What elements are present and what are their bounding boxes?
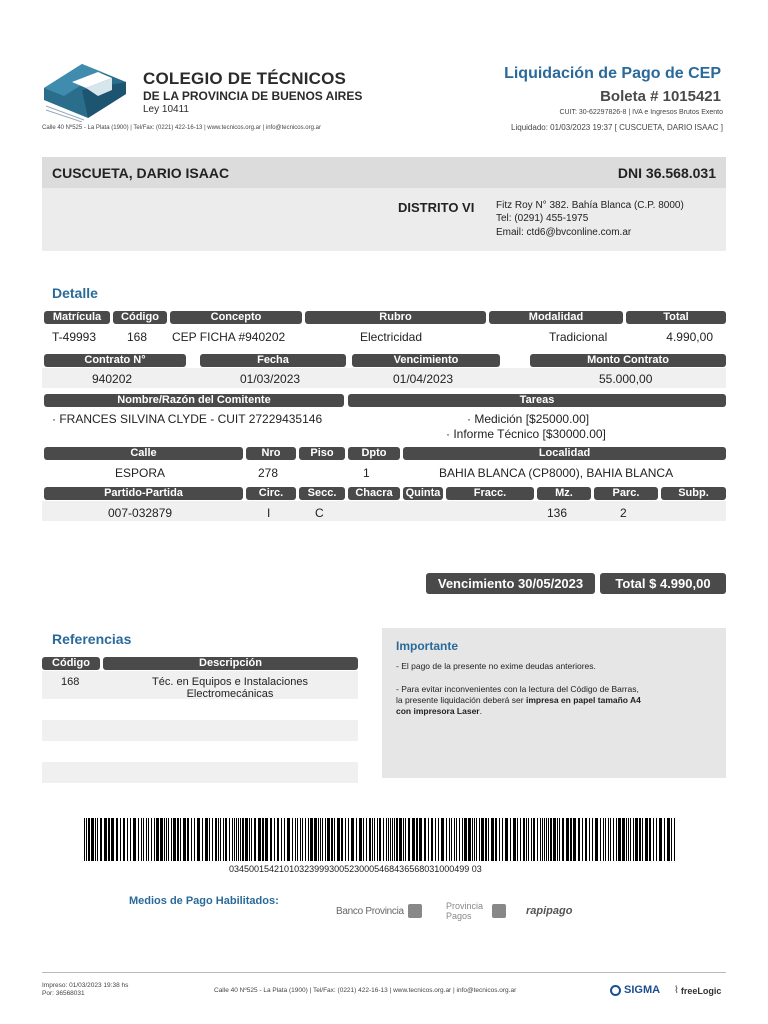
barcode-bar — [600, 818, 601, 861]
distrito-label: DISTRITO VI — [398, 200, 475, 215]
barcode-bar — [123, 818, 125, 861]
footer-address: Calle 40 Nº525 - La Plata (1900) | Tel/Fax: (0221) 422-16-13 | www.tecnicos.org.ar | info@tecnicos.org.ar — [214, 987, 517, 994]
importante-line1: - El pago de la presente no exime deudas anteriores. — [396, 661, 596, 671]
col-header-codigo: Código — [113, 311, 167, 324]
col-header-tareas: Tareas — [348, 394, 726, 407]
value-mz: 136 — [547, 506, 568, 520]
col-header-total: Total — [626, 311, 726, 324]
ref-row-shade-2 — [42, 720, 358, 741]
cuit-info: CUIT: 30-62297826-8 | IVA e Ingresos Brutos Exento — [559, 109, 723, 116]
footer-freelogic — [674, 985, 721, 996]
barcode-bar — [292, 818, 293, 861]
barcode-graphic — [84, 818, 677, 861]
barcode-bar — [628, 818, 629, 861]
barcode-bar — [472, 818, 473, 861]
barcode-bar — [424, 818, 426, 861]
barcode-bar — [491, 818, 494, 861]
col-header-mz: Mz. — [537, 487, 591, 500]
value-parc: 2 — [620, 506, 627, 520]
barcode-bar — [240, 818, 241, 861]
barcode-bar — [656, 818, 657, 861]
barcode-bar — [667, 818, 670, 861]
distrito-email: Email: ctd6@bvconline.com.ar — [496, 227, 632, 238]
value-vencimiento: 01/04/2023 — [393, 372, 454, 386]
barcode-bar — [659, 818, 662, 861]
barcode-bar — [566, 818, 569, 861]
barcode-bar — [394, 818, 395, 861]
barcode-bar — [236, 818, 237, 861]
referencias-title: Referencias — [52, 631, 132, 647]
org-name-line2: DE LA PROVINCIA DE BUENOS AIRES — [143, 89, 363, 103]
barcode-bar — [544, 818, 545, 861]
barcode-bar — [419, 818, 422, 861]
barcode-bar — [234, 818, 235, 861]
value-calle: ESPORA — [115, 466, 166, 480]
barcode-bar — [399, 818, 402, 861]
barcode-bar — [251, 818, 252, 861]
barcode-bar — [459, 818, 460, 861]
barcode-bar — [403, 818, 404, 861]
barcode-bar — [622, 818, 625, 861]
barcode-bar — [635, 818, 638, 861]
org-logo-icon — [42, 60, 128, 122]
barcode-bar — [557, 818, 558, 861]
detalle-title: Detalle — [52, 285, 98, 301]
barcode-bar — [171, 818, 172, 861]
org-name-line1: COLEGIO DE TÉCNICOS — [143, 69, 347, 88]
barcode-bar — [249, 818, 250, 861]
value-partido: 007-032879 — [108, 506, 173, 520]
barcode-bar — [337, 818, 340, 861]
barcode-bar — [173, 818, 176, 861]
barcode-bar — [143, 818, 144, 861]
footer-impreso: Impreso: 01/03/2023 19:38 hs — [42, 982, 129, 989]
barcode-bar — [223, 818, 224, 861]
barcode-bar — [95, 818, 96, 861]
total-badge: Total $ 4.990,00 — [600, 573, 726, 594]
barcode-bar — [526, 818, 527, 861]
barcode-bar — [613, 818, 614, 861]
importante-line2b-text: la presente liquidación deberá ser — [396, 695, 526, 705]
col-header-vencimiento: Vencimiento — [352, 354, 500, 367]
freelogic-label: freeLogic — [680, 985, 722, 996]
ref-value-descripcion: Téc. en Equipos e Instalaciones Electromecánicas — [152, 676, 308, 700]
barcode-bar — [327, 818, 330, 861]
barcode-bar — [302, 818, 303, 861]
col-header-fracc: Fracc. — [446, 487, 534, 500]
barcode-bar — [610, 818, 611, 861]
value-modalidad: Tradicional — [549, 330, 608, 344]
barcode-bar — [438, 818, 439, 861]
barcode-bar — [164, 818, 165, 861]
barcode-bar — [608, 818, 609, 861]
barcode-bar — [369, 818, 371, 861]
barcode-bar — [405, 818, 406, 861]
col-header-nro: Nro — [246, 447, 296, 460]
barcode-bar — [533, 818, 535, 861]
barcode-bar — [191, 818, 192, 861]
col-header-fecha: Fecha — [200, 354, 346, 367]
barcode-bar — [562, 818, 564, 861]
barcode-bar — [141, 818, 142, 861]
barcode-bar — [649, 818, 651, 861]
barcode-bar — [305, 818, 306, 861]
barcode-bar — [633, 818, 634, 861]
barcode-bar — [245, 818, 248, 861]
barcode-bar — [435, 818, 436, 861]
barcode-bar — [570, 818, 572, 861]
barcode — [84, 818, 677, 861]
barcode-bar — [168, 818, 169, 861]
ref-header-codigo: Código — [42, 657, 100, 670]
col-header-localidad: Localidad — [403, 447, 726, 460]
barcode-bar — [187, 818, 189, 861]
barcode-bar — [603, 818, 604, 861]
value-circ: I — [267, 506, 271, 520]
liquidado-info: Liquidado: 01/03/2023 19:37 [ CUSCUETA, DARIO ISAAC ] — [511, 123, 723, 132]
barcode-bar — [379, 818, 381, 861]
barcode-bar — [630, 818, 631, 861]
barcode-bar — [408, 818, 410, 861]
barcode-bar — [274, 818, 275, 861]
barcode-bar — [254, 818, 256, 861]
barcode-bar — [502, 818, 503, 861]
col-header-comitente: Nombre/Razón del Comitente — [44, 394, 344, 407]
barcode-bar — [510, 818, 511, 861]
boleta-number: Boleta # 1015421 — [600, 88, 721, 105]
barcode-bar — [626, 818, 627, 861]
payment-label: Medios de Pago Habilitados: — [129, 895, 279, 907]
banco-provincia-icon — [408, 904, 422, 918]
payment-banco-provincia — [336, 904, 422, 918]
barcode-bar — [97, 818, 98, 861]
barcode-bar — [639, 818, 641, 861]
barcode-bar — [215, 818, 217, 861]
barcode-bar — [462, 818, 463, 861]
barcode-bar — [148, 818, 149, 861]
importante-line2b-bold: impresa en papel tamaño A4 — [525, 695, 641, 705]
barcode-bar — [578, 818, 580, 861]
col-header-chacra: Chacra — [348, 487, 400, 500]
barcode-bar — [88, 818, 90, 861]
barcode-bar — [464, 818, 467, 861]
value-contrato: 940202 — [92, 372, 133, 386]
barcode-bar — [160, 818, 163, 861]
barcode-bar — [441, 818, 444, 861]
col-header-calle: Calle — [44, 447, 243, 460]
barcode-bar — [84, 818, 85, 861]
barcode-bar — [553, 818, 556, 861]
barcode-bar — [618, 818, 621, 861]
value-localidad: BAHIA BLANCA (CP8000), BAHIA BLANCA — [439, 466, 674, 480]
barcode-bar — [238, 818, 239, 861]
col-header-piso: Piso — [299, 447, 345, 460]
barcode-bar — [674, 818, 675, 861]
value-fecha: 01/03/2023 — [240, 372, 301, 386]
barcode-bar — [416, 818, 418, 861]
barcode-bar — [177, 818, 179, 861]
barcode-bar — [481, 818, 484, 861]
importante-title: Importante — [396, 639, 459, 653]
barcode-bar — [377, 818, 378, 861]
barcode-bar — [265, 818, 268, 861]
barcode-bar — [345, 818, 346, 861]
barcode-bar — [205, 818, 208, 861]
barcode-bar — [100, 818, 102, 861]
barcode-bar — [308, 818, 309, 861]
vencimiento-badge: Vencimiento 30/05/2023 — [426, 573, 595, 594]
barcode-bar — [156, 818, 159, 861]
org-law: Ley 10411 — [143, 104, 189, 115]
value-rubro: Electricidad — [360, 330, 423, 344]
barcode-bar — [180, 818, 181, 861]
barcode-bar — [356, 818, 357, 861]
distrito-tel: Tel: (0291) 455-1975 — [496, 213, 589, 224]
importante-line2c — [396, 706, 482, 716]
barcode-bar — [388, 818, 389, 861]
col-header-rubro: Rubro — [305, 311, 486, 324]
barcode-bar — [300, 818, 301, 861]
barcode-bar — [592, 818, 593, 861]
col-header-circ: Circ. — [246, 487, 296, 500]
barcode-bar — [310, 818, 313, 861]
barcode-bar — [86, 818, 87, 861]
value-tarea-2: · Informe Técnico [$30000.00] — [446, 427, 606, 441]
barcode-bar — [548, 818, 549, 861]
importante-line2b — [396, 695, 641, 705]
barcode-bar — [120, 818, 121, 861]
barcode-bar — [183, 818, 186, 861]
barcode-bar — [284, 818, 285, 861]
org-address: Calle 40 Nº525 - La Plata (1900) | Tel/Fax: (0221) 422-16-13 | www.tecnicos.org.ar | info@tecnicos.org.ar — [42, 125, 321, 131]
barcode-bar — [363, 818, 364, 861]
barcode-bar — [146, 818, 147, 861]
barcode-bar — [127, 818, 128, 861]
payment-provincia-pagos — [446, 901, 506, 921]
barcode-bar — [386, 818, 387, 861]
col-header-dpto: Dpto — [348, 447, 400, 460]
barcode-bar — [318, 818, 319, 861]
barcode-bar — [531, 818, 532, 861]
barcode-bar — [585, 818, 587, 861]
barcode-bar — [479, 818, 480, 861]
barcode-bar — [616, 818, 617, 861]
barcode-bar — [582, 818, 583, 861]
barcode-bar — [220, 818, 221, 861]
value-dpto: 1 — [363, 466, 370, 480]
barcode-bar — [454, 818, 455, 861]
col-header-quinta: Quinta — [403, 487, 443, 500]
value-codigo: 168 — [127, 330, 148, 344]
barcode-bar — [320, 818, 321, 861]
barcode-bar — [277, 818, 279, 861]
footer-por: Por: 36568031 — [42, 990, 85, 997]
barcode-bar — [528, 818, 529, 861]
barcode-bar — [671, 818, 672, 861]
barcode-bar — [485, 818, 487, 861]
barcode-bar — [474, 818, 475, 861]
doc-title: Liquidación de Pago de CEP — [504, 65, 721, 82]
freelogic-icon: ⌇ — [674, 985, 679, 996]
value-total: 4.990,00 — [666, 330, 713, 344]
importante-line2c-bold: con impresora Laser — [396, 706, 480, 716]
barcode-bar — [595, 818, 598, 861]
ref-row-shade-3 — [42, 762, 358, 783]
barcode-bar — [341, 818, 343, 861]
col-header-contrato: Contrato N° — [44, 354, 186, 367]
barcode-bar — [550, 818, 552, 861]
barcode-bar — [202, 818, 203, 861]
barcode-bar — [372, 818, 373, 861]
barcode-bar — [451, 818, 452, 861]
footer-divider — [42, 972, 726, 973]
barcode-bar — [242, 818, 244, 861]
barcode-bar — [325, 818, 326, 861]
barcode-bar — [446, 818, 447, 861]
sigma-label: SIGMA — [624, 984, 661, 996]
barcode-bar — [104, 818, 107, 861]
value-tarea-1: · Medición [$25000.00] — [467, 412, 590, 426]
barcode-bar — [396, 818, 398, 861]
barcode-bar — [495, 818, 497, 861]
barcode-bar — [642, 818, 643, 861]
barcode-bar — [383, 818, 384, 861]
barcode-bar — [166, 818, 167, 861]
barcode-bar — [297, 818, 298, 861]
barcode-bar — [262, 818, 264, 861]
barcode-bar — [151, 818, 152, 861]
person-dni: DNI 36.568.031 — [617, 165, 716, 181]
barcode-bar — [366, 818, 367, 861]
barcode-bar — [520, 818, 521, 861]
barcode-bar — [499, 818, 500, 861]
barcode-bar — [218, 818, 219, 861]
barcode-bar — [374, 818, 375, 861]
barcode-bar — [331, 818, 333, 861]
barcode-bar — [209, 818, 210, 861]
barcode-bar — [116, 818, 118, 861]
barcode-bar — [322, 818, 323, 861]
barcode-bar — [359, 818, 362, 861]
barcode-bar — [91, 818, 94, 861]
importante-line2c-end: . — [479, 706, 482, 716]
value-monto-contrato: 55.000,00 — [599, 372, 653, 386]
provincia-pagos-icon — [492, 904, 506, 918]
barcode-bar — [130, 818, 131, 861]
barcode-bar — [351, 818, 354, 861]
value-matricula: T-49993 — [52, 330, 97, 344]
barcode-bar — [589, 818, 590, 861]
barcode-bar — [108, 818, 110, 861]
footer-sigma — [610, 984, 660, 996]
value-nro: 278 — [258, 466, 279, 480]
barcode-bar — [197, 818, 200, 861]
barcode-bar — [653, 818, 654, 861]
barcode-bar — [232, 818, 233, 861]
barcode-bar — [546, 818, 547, 861]
barcode-bar — [540, 818, 541, 861]
barcode-bar — [154, 818, 155, 861]
col-header-monto-contrato: Monto Contrato — [530, 354, 726, 367]
importante-line2a: - Para evitar inconvenientes con la lectura del Código de Barras, — [396, 684, 639, 694]
barcode-bar — [111, 818, 114, 861]
barcode-bar — [605, 818, 606, 861]
org-logo — [42, 60, 128, 122]
barcode-bar — [348, 818, 349, 861]
barcode-bar — [449, 818, 450, 861]
barcode-number: 034500154210103239993005230005468436568031000499 03 — [229, 864, 482, 874]
barcode-bar — [559, 818, 560, 861]
barcode-bar — [664, 818, 665, 861]
barcode-bar — [517, 818, 518, 861]
col-header-modalidad: Modalidad — [489, 311, 623, 324]
barcode-bar — [412, 818, 415, 861]
barcode-bar — [523, 818, 525, 861]
sigma-icon — [610, 985, 621, 996]
barcode-bar — [476, 818, 477, 861]
barcode-bar — [537, 818, 538, 861]
col-header-concepto: Concepto — [170, 311, 302, 324]
barcode-bar — [334, 818, 335, 861]
barcode-bar — [138, 818, 139, 861]
barcode-bar — [225, 818, 227, 861]
col-header-parc: Parc. — [594, 487, 658, 500]
barcode-bar — [270, 818, 272, 861]
distrito-address: Fitz Roy N° 382. Bahía Blanca (C.P. 8000) — [496, 200, 684, 211]
barcode-bar — [513, 818, 516, 861]
barcode-bar — [468, 818, 471, 861]
barcode-bar — [645, 818, 648, 861]
barcode-bar — [281, 818, 282, 861]
payment-rapipago: rapipago — [526, 905, 573, 917]
barcode-bar — [488, 818, 489, 861]
barcode-bar — [258, 818, 261, 861]
person-name: CUSCUETA, DARIO ISAAC — [52, 165, 230, 181]
ref-header-descripcion: Descripción — [103, 657, 358, 670]
col-header-matricula: Matrícula — [44, 311, 110, 324]
col-header-secc: Secc. — [299, 487, 345, 500]
barcode-bar — [392, 818, 393, 861]
barcode-bar — [542, 818, 543, 861]
barcode-bar — [229, 818, 230, 861]
value-concepto: CEP FICHA #940202 — [172, 330, 286, 344]
barcode-bar — [295, 818, 296, 861]
barcode-bar — [456, 818, 457, 861]
barcode-bar — [431, 818, 433, 861]
value-comitente: · FRANCES SILVINA CLYDE - CUIT 27229435146 — [52, 412, 323, 426]
col-header-partido: Partido-Partida — [44, 487, 243, 500]
col-header-subp: Subp. — [661, 487, 726, 500]
banco-provincia-label: Banco Provincia — [336, 905, 404, 917]
barcode-bar — [212, 818, 213, 861]
barcode-bar — [390, 818, 391, 861]
barcode-bar — [194, 818, 195, 861]
barcode-bar — [287, 818, 290, 861]
provincia-pagos-label: Provincia Pagos — [446, 901, 484, 921]
ref-value-codigo: 168 — [61, 676, 80, 688]
barcode-bar — [573, 818, 576, 861]
barcode-bar — [133, 818, 136, 861]
barcode-bar — [505, 818, 508, 861]
value-secc: C — [315, 506, 324, 520]
barcode-bar — [428, 818, 429, 861]
barcode-bar — [314, 818, 317, 861]
